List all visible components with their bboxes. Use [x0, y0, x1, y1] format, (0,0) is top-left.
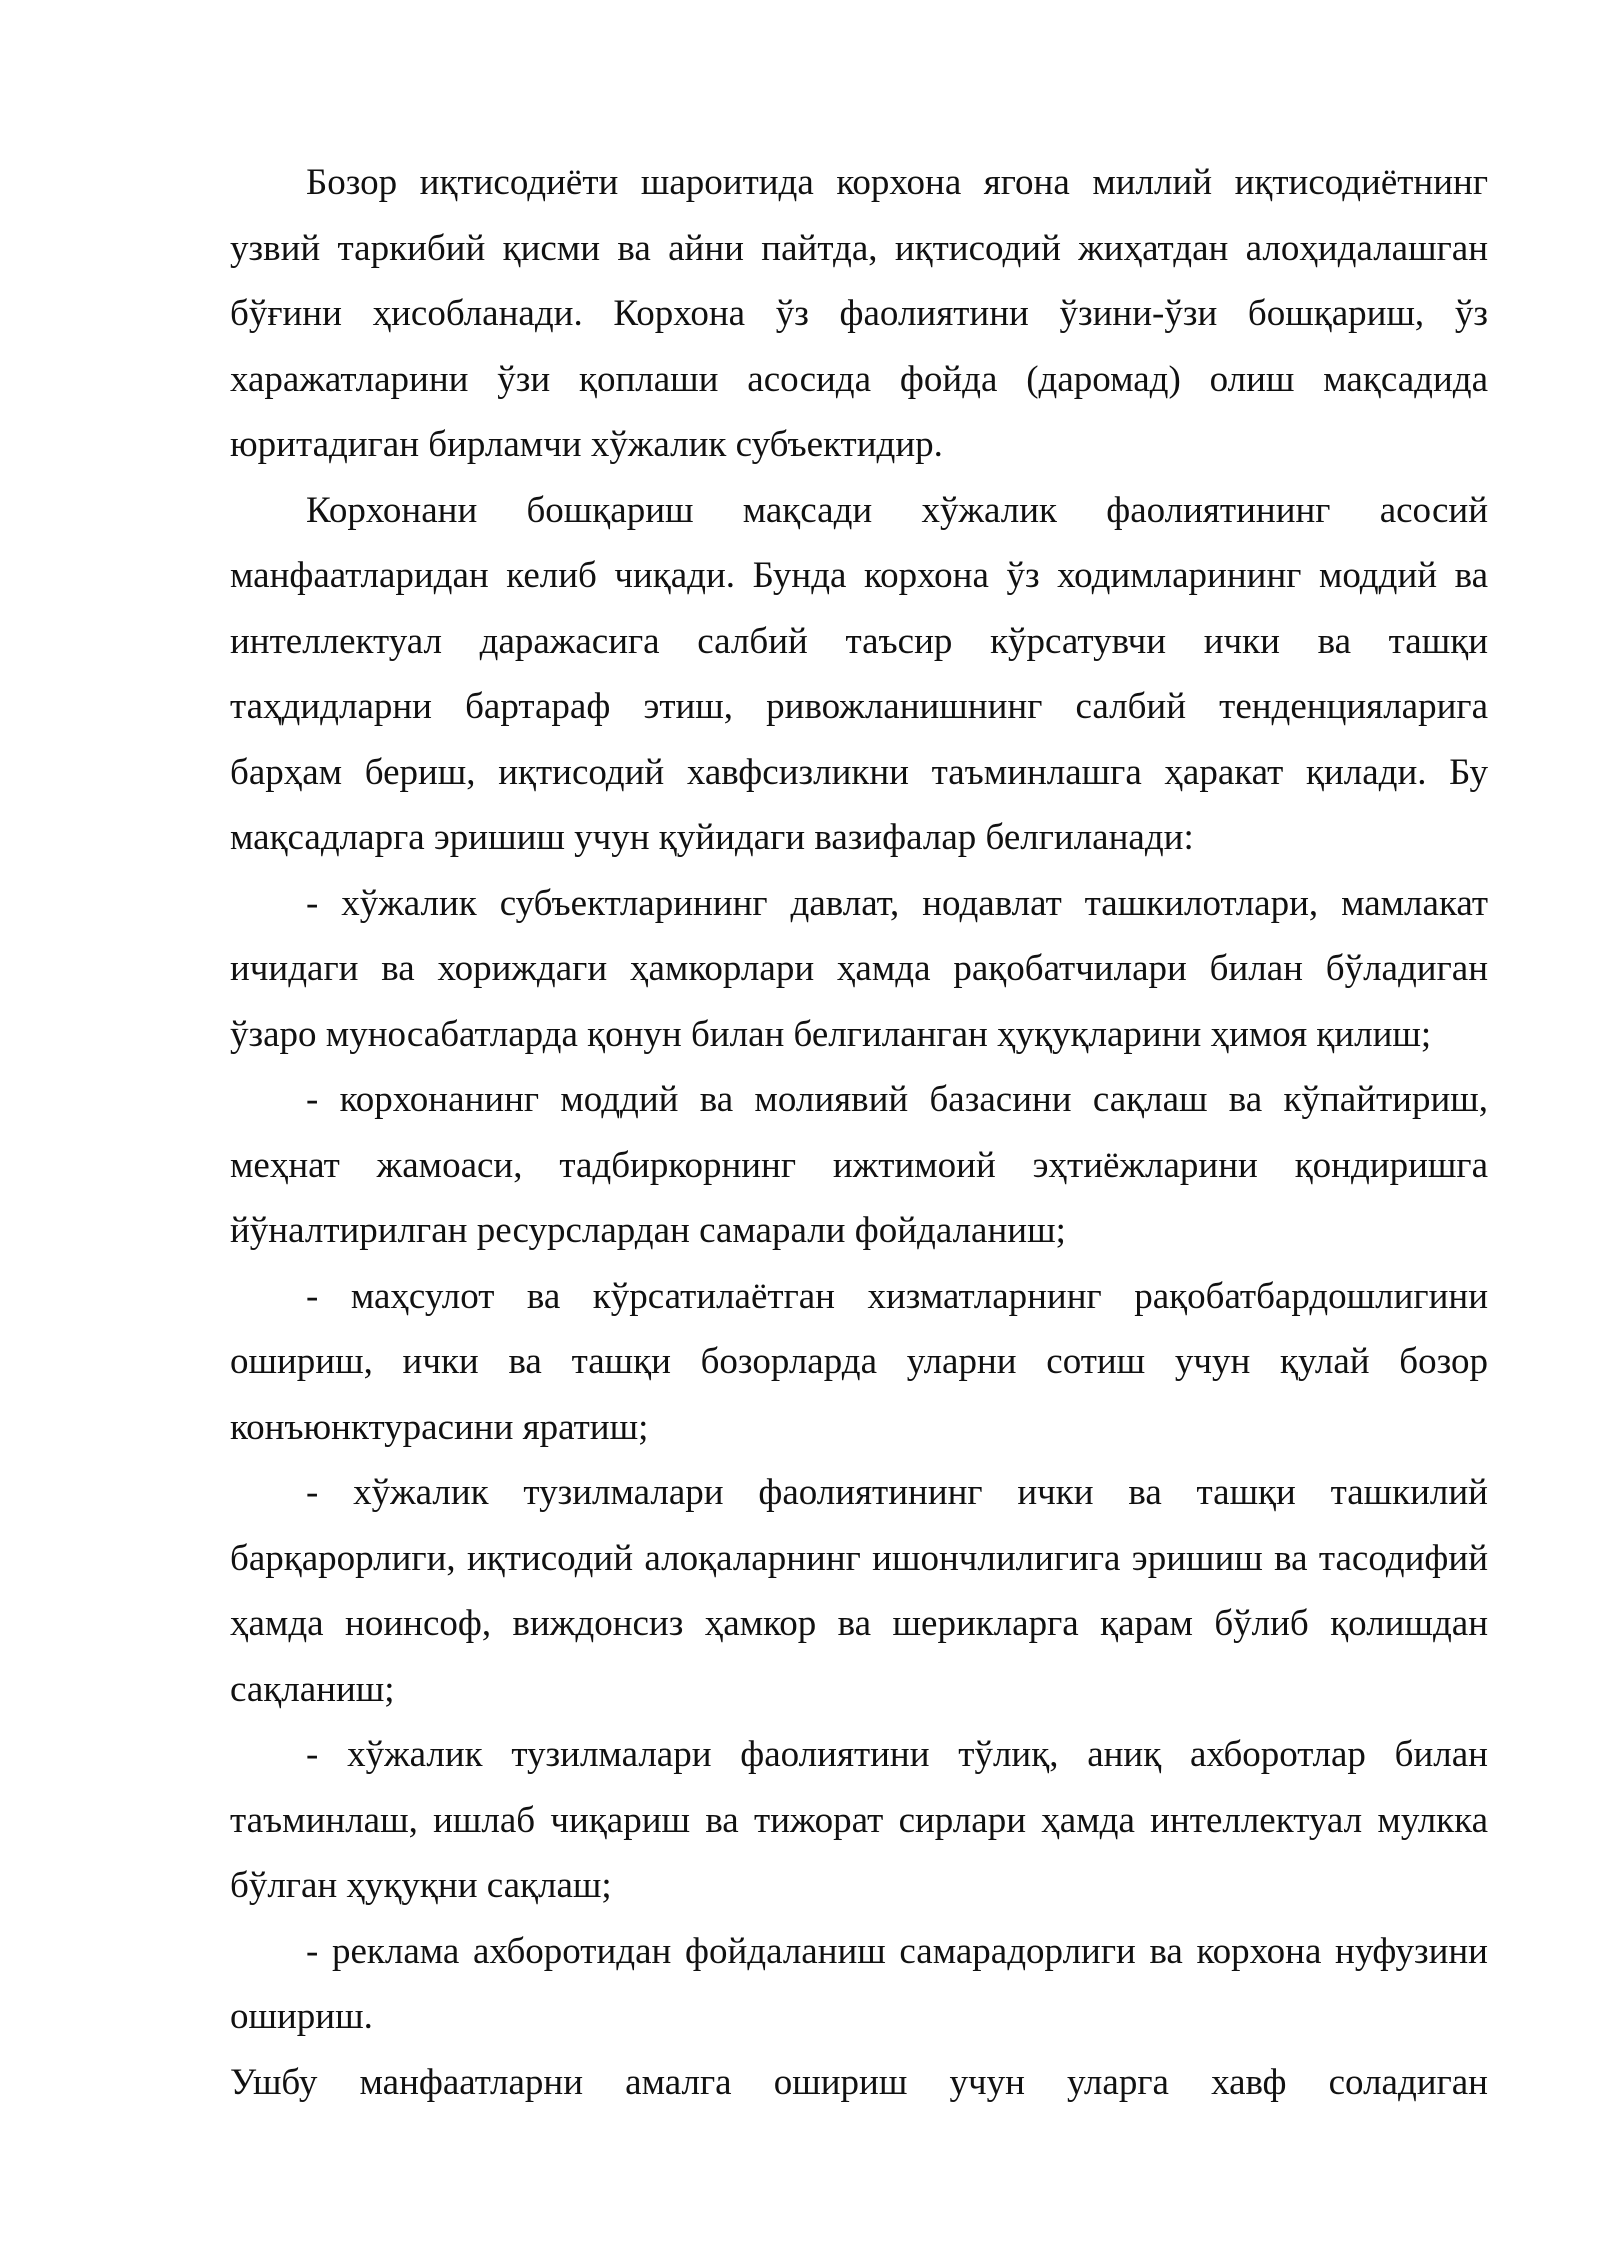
list-item: - хўжалик субъектларининг давлат, нодавлат ташкилотлари, мамлакат ичидаги ва хориждаги ҳамкорлари ҳамда рақобатчилари билан бўладиган ўзаро муносабатларда қонун билан белгиланган ҳуқуқларини ҳимоя қилиш; [230, 882, 1488, 1055]
document-page [230, 150, 1488, 2115]
list-item: - хўжалик тузилмалари фаолиятини тўлиқ, аниқ ахборотлар билан таъминлаш, ишлаб чиқариш ва тижорат сирлари ҳамда интеллектуал мулкка бўлган ҳуқуқни сақлаш; [230, 1734, 1488, 1906]
paragraph-continued: Ушбу манфаатларни амалга ошириш учун уларга хавф соладиган [230, 2061, 1488, 2103]
list-item: - реклама ахборотидан фойдаланиш самарадорлиги ва корхона нуфузини ошириш. [230, 1930, 1488, 2037]
list-item: - корхонанинг моддий ва молиявий базасини сақлаш ва кўпайтириш, меҳнат жамоаси, тадбиркорнинг ижтимоий эҳтиёжларини қондиришга йўналтирилган ресурслардан самарали фойдаланиш; [230, 1079, 1488, 1251]
paragraph: Бозор иқтисодиёти шароитида корхона ягона миллий иқтисодиётнинг узвий таркибий қисми ва айни пайтда, иқтисодий жиҳатдан алоҳидалашган бўғини ҳисобланади. Корхона ўз фаолиятини ўзини-ўзи бошқариш, ўз харажатларини ўзи қоплаши асосида фойда (даромад) олиш мақсадида юритадиган бирламчи хўжалик субъектидир. [230, 162, 1488, 465]
list-item: - маҳсулот ва кўрсатилаётган хизматларнинг рақобатбардошлигини ошириш, ички ва ташқи бозорларда уларни сотиш учун қулай бозор конъюнктурасини яратиш; [230, 1275, 1488, 1448]
paragraph: Корхонани бошқариш мақсади хўжалик фаолиятининг асосий манфаатларидан келиб чиқади. Бунда корхона ўз ходимларининг моддий ва интеллектуал даражасига салбий таъсир кўрсатувчи ички ва ташқи таҳдидларни бартараф этиш, ривожланишнинг салбий тенденцияларига барҳам бериш, иқтисодий хавфсизликни таъминлашга ҳаракат қилади. Бу мақсадларга эришиш учун қуйидаги вазифалар белгиланади: [230, 489, 1488, 858]
list-item: - хўжалик тузилмалари фаолиятининг ички ва ташқи ташкилий барқарорлиги, иқтисодий алоқаларнинг ишончлилигига эришиш ва тасодифий ҳамда ноинсоф, виждонсиз ҳамкор ва шерикларга қарам бўлиб қолишдан сақланиш; [230, 1472, 1488, 1710]
